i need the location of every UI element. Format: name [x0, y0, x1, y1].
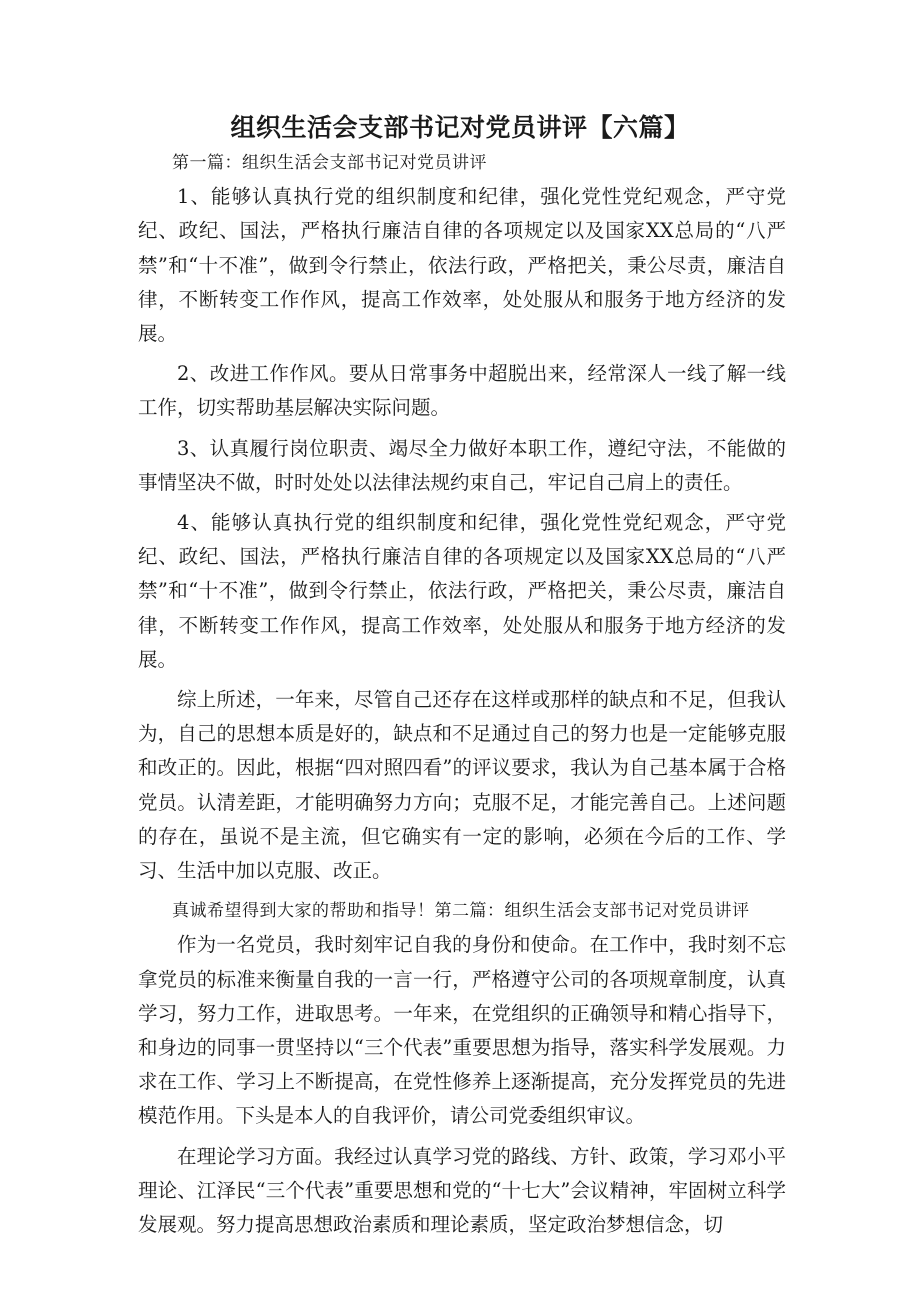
- section-heading-part-one: 第一篇：组织生活会支部书记对党员讲评: [172, 153, 487, 173]
- document-title: 组织生活会支部书记对党员讲评【六篇】: [230, 113, 690, 142]
- paragraph: 综上所述，一年来，尽管自己还存在这样或那样的缺点和不足，但我认为，自己的思想本质是好的，缺点和不足通过自己的努力也是一定能够克服和改正的。因此，根据“四对照四看”的评议要求，我认为自己基本属于合格党员。认清差距，才能明确努力方向；克服不足，才能完善自己。上述问题的存在，虽说不是主流，但它确实有一定的影响，必须在今后的工作、学习、生活中加以克服、改正。: [138, 688, 786, 883]
- paragraph: 4、能够认真执行党的组织制度和纪律，强化党性党纪观念，严守党纪、政纪、国法，严格执行廉洁自律的各项规定以及国家XX总局的“八严禁”和“十不准”，做到令行禁止，依法行政，严格把关，秉公尽责，廉洁自律，不断转变工作作风，提高工作效率，处处服从和服务于地方经济的发展。: [138, 511, 786, 671]
- document-body: [138, 146, 786, 1248]
- section-heading-part-two: 真诚希望得到大家的帮助和指导！第二篇：组织生活会支部书记对党员讲评: [172, 901, 750, 922]
- paragraph: 在理论学习方面。我经过认真学习党的路线、方针、政策，学习邓小平理论、江泽民“三个代表”重要思想和党的“十七大”会议精神，牢固树立科学发展观。努力提高思想政治素质和理论素质，坚定政治梦想信念，切: [138, 1144, 786, 1237]
- paragraph: 3、认真履行岗位职责、竭尽全力做好本职工作，遵纪守法，不能做的事情坚决不做，时时处处以法律法规约束自己，牢记自己肩上的责任。: [138, 436, 786, 494]
- paragraph: 作为一名党员，我时刻牢记自我的身份和使命。在工作中，我时刻不忘拿党员的标准来衡量自我的一言一行，严格遵守公司的各项规章制度，认真学习，努力工作，进取思考。一年来，在党组织的正确领导和精心指导下，和身边的同事一贯坚持以“三个代表”重要思想为指导，落实科学发展观。力求在工作、学习上不断提高，在党性修养上逐渐提高，充分发挥党员的先进模范作用。下头是本人的自我评价，请公司党委组织审议。: [138, 933, 786, 1128]
- paragraph: 1、能够认真执行党的组织制度和纪律，强化党性党纪观念，严守党纪、政纪、国法，严格执行廉洁自律的各项规定以及国家XX总局的“八严禁”和“十不准”，做到令行禁止，依法行政，严格把关，秉公尽责，廉洁自律，不断转变工作作风，提高工作效率，处处服从和服务于地方经济的发展。: [138, 185, 786, 346]
- paragraph: 2、改进工作作风。要从日常事务中超脱出来，经常深人一线了解一线工作，切实帮助基层解决实际问题。: [138, 362, 786, 420]
